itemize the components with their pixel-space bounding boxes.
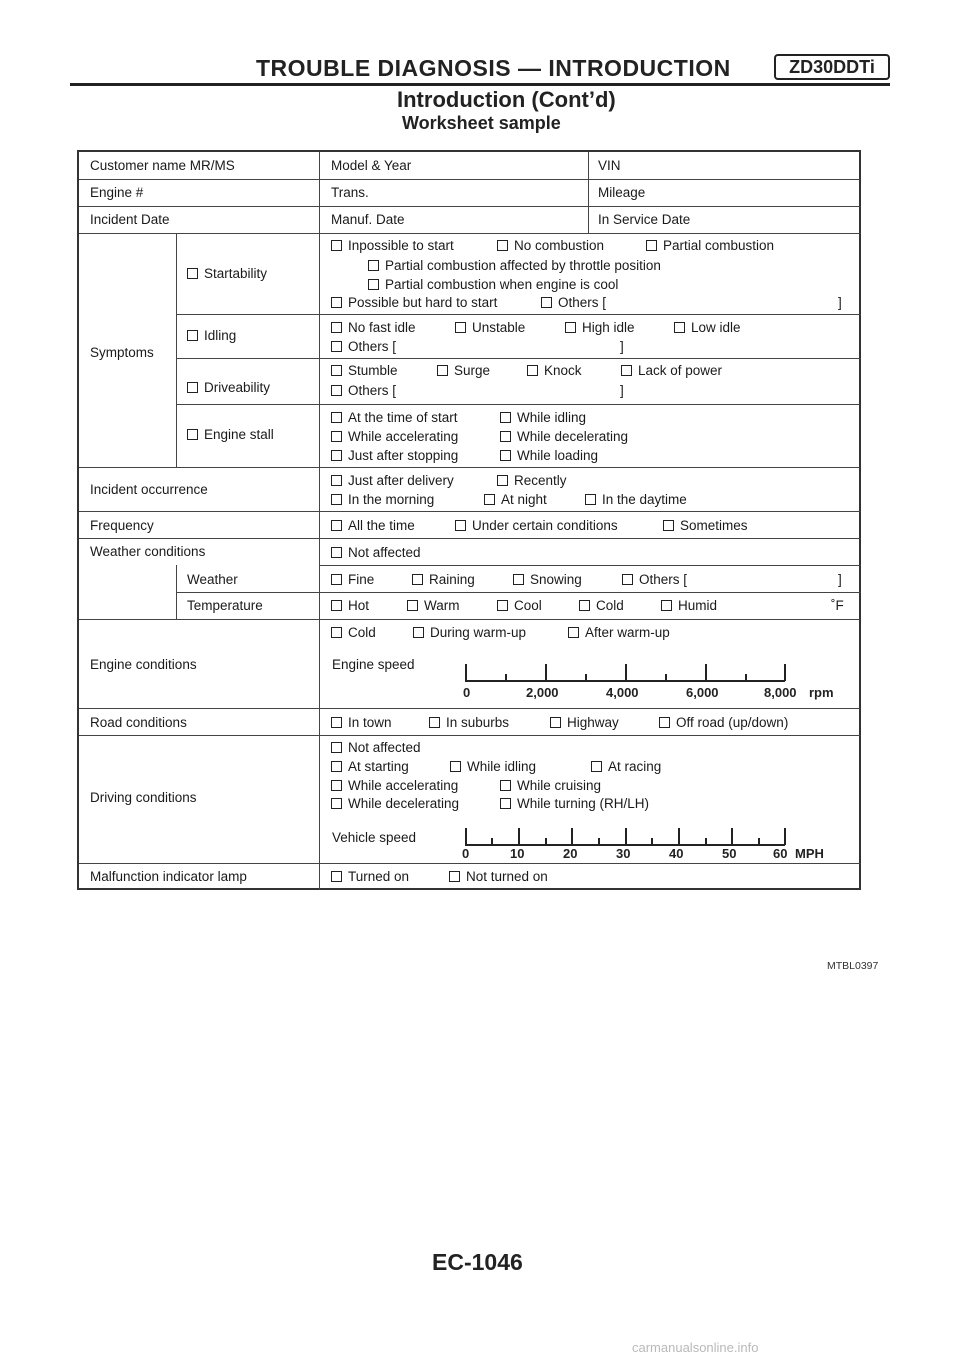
checkbox[interactable] xyxy=(331,322,342,333)
row-divider xyxy=(79,511,861,512)
checkbox[interactable] xyxy=(331,365,342,376)
row-divider xyxy=(79,233,861,234)
row-divider xyxy=(176,404,861,405)
scale-tick-minor xyxy=(598,838,600,845)
engine-conditions-label: Engine conditions xyxy=(90,657,197,672)
checkbox[interactable] xyxy=(368,279,379,290)
checkbox[interactable] xyxy=(497,475,508,486)
mph-label-10: 10 xyxy=(510,846,525,861)
row-divider xyxy=(176,592,861,593)
checkbox[interactable] xyxy=(187,268,198,279)
checkbox[interactable] xyxy=(368,260,379,271)
checkbox[interactable] xyxy=(455,322,466,333)
engine-stall-option[interactable]: Engine stall xyxy=(187,427,274,443)
weather-label: Weather xyxy=(187,572,238,587)
lack-of-power-option[interactable]: Lack of power xyxy=(621,363,722,379)
partial-combustion-option[interactable]: Partial combustion xyxy=(646,238,774,254)
stumble-option[interactable]: Stumble xyxy=(331,363,398,379)
stall-while-idling-option[interactable]: While idling xyxy=(500,410,586,426)
certain-conditions-option[interactable]: Under certain conditions xyxy=(455,518,618,534)
rpm-label-2000: 2,000 xyxy=(526,685,559,700)
snowing-option[interactable]: Snowing xyxy=(513,572,582,588)
impossible-start-option[interactable]: Inpossible to start xyxy=(331,238,454,254)
scale-tick-minor xyxy=(491,838,493,845)
driveability-option[interactable]: Driveability xyxy=(187,380,270,396)
checkbox[interactable] xyxy=(331,475,342,486)
checkbox[interactable] xyxy=(187,429,198,440)
mph-label-30: 30 xyxy=(616,846,631,861)
checkbox[interactable] xyxy=(187,382,198,393)
hot-option[interactable]: Hot xyxy=(331,598,369,614)
mph-label-0: 0 xyxy=(462,846,470,861)
scale-tick-major xyxy=(518,828,520,845)
startability-others-option[interactable]: Others [ xyxy=(541,295,606,311)
bracket-close: ] xyxy=(838,572,842,587)
mileage-label: Mileage xyxy=(598,185,646,200)
scale-tick-minor xyxy=(651,838,653,845)
bracket-close: ] xyxy=(620,383,624,398)
rpm-label-6000: 6,000 xyxy=(686,685,719,700)
fahrenheit-unit: ˚F xyxy=(831,598,844,613)
col-divider xyxy=(176,565,177,619)
checkbox[interactable] xyxy=(500,412,511,423)
row-divider xyxy=(79,538,861,539)
engine-cold-option[interactable]: Cold xyxy=(331,625,376,641)
hard-to-start-option[interactable]: Possible but hard to start xyxy=(331,295,497,311)
trans-label: Trans. xyxy=(331,185,369,200)
no-fast-idle-option[interactable]: No fast idle xyxy=(331,320,416,336)
symptoms-label: Symptoms xyxy=(90,345,154,360)
driveability-others-option[interactable]: Others [ xyxy=(331,383,396,399)
scale-tick-minor xyxy=(705,838,707,845)
low-idle-option[interactable]: Low idle xyxy=(674,320,741,336)
checkbox[interactable] xyxy=(622,574,633,585)
humid-option[interactable]: Humid xyxy=(661,598,717,614)
daytime-option[interactable]: In the daytime xyxy=(585,492,687,508)
checkbox[interactable] xyxy=(663,520,674,531)
bracket-close: ] xyxy=(838,295,842,310)
checkbox[interactable] xyxy=(331,780,342,791)
stall-while-accelerating-option[interactable]: While accelerating xyxy=(331,429,458,445)
all-the-time-option[interactable]: All the time xyxy=(331,518,415,534)
checkbox[interactable] xyxy=(455,520,466,531)
checkbox[interactable] xyxy=(661,600,672,611)
row-divider xyxy=(79,735,861,736)
scale-tick-minor xyxy=(745,674,747,681)
engine-number-label: Engine # xyxy=(90,185,144,200)
in-suburbs-option[interactable]: In suburbs xyxy=(429,715,509,731)
checkbox[interactable] xyxy=(331,341,342,352)
checkbox[interactable] xyxy=(331,761,342,772)
morning-option[interactable]: In the morning xyxy=(331,492,434,508)
stall-while-decelerating-option[interactable]: While decelerating xyxy=(500,429,628,445)
checkbox[interactable] xyxy=(331,385,342,396)
worksheet-title: Worksheet sample xyxy=(402,113,561,133)
driving-while-accelerating-option[interactable]: While accelerating xyxy=(331,778,458,794)
night-option[interactable]: At night xyxy=(484,492,547,508)
incident-date-label: Incident Date xyxy=(90,212,170,227)
scale-tick-major xyxy=(678,828,680,845)
col-divider xyxy=(319,233,320,890)
header-rule xyxy=(70,83,890,86)
scale-tick-minor xyxy=(758,838,760,845)
off-road-option[interactable]: Off road (up/down) xyxy=(659,715,788,731)
worksheet-table xyxy=(77,150,861,890)
checkbox[interactable] xyxy=(484,494,495,505)
scale-tick-minor xyxy=(585,674,587,681)
checkbox[interactable] xyxy=(500,450,511,461)
high-idle-option[interactable]: High idle xyxy=(565,320,635,336)
checkbox[interactable] xyxy=(331,627,342,638)
row-divider xyxy=(176,358,861,359)
checkbox[interactable] xyxy=(550,717,561,728)
while-cruising-option[interactable]: While cruising xyxy=(500,778,601,794)
scale-tick-major xyxy=(784,828,786,845)
rpm-label-0: 0 xyxy=(463,685,471,700)
checkbox[interactable] xyxy=(331,520,342,531)
checkbox[interactable] xyxy=(412,574,423,585)
checkbox[interactable] xyxy=(331,412,342,423)
cold-option[interactable]: Cold xyxy=(579,598,624,614)
mil-turned-on-option[interactable]: Turned on xyxy=(331,869,409,885)
checkbox[interactable] xyxy=(659,717,670,728)
checkbox[interactable] xyxy=(331,494,342,505)
surge-option[interactable]: Surge xyxy=(437,363,490,379)
checkbox[interactable] xyxy=(331,431,342,442)
vin-label: VIN xyxy=(598,158,621,173)
checkbox[interactable] xyxy=(331,574,342,585)
checkbox[interactable] xyxy=(331,240,342,251)
checkbox[interactable] xyxy=(331,871,342,882)
col-divider xyxy=(319,152,320,233)
row-divider xyxy=(176,314,861,315)
checkbox[interactable] xyxy=(579,600,590,611)
cool-option[interactable]: Cool xyxy=(497,598,542,614)
in-town-option[interactable]: In town xyxy=(331,715,392,731)
fine-option[interactable]: Fine xyxy=(331,572,374,588)
page-number: EC-1046 xyxy=(432,1249,523,1275)
watermark: carmanualsonline.info xyxy=(632,1340,759,1355)
recently-option[interactable]: Recently xyxy=(497,473,567,489)
sometimes-option[interactable]: Sometimes xyxy=(663,518,748,534)
idling-option[interactable]: Idling xyxy=(187,328,236,344)
checkbox[interactable] xyxy=(331,798,342,809)
col-divider xyxy=(176,233,177,467)
header-title: TROUBLE DIAGNOSIS — INTRODUCTION xyxy=(256,55,731,81)
checkbox[interactable] xyxy=(429,717,440,728)
customer-name-label: Customer name MR/MS xyxy=(90,158,235,173)
scale-tick-major xyxy=(784,664,786,681)
road-conditions-label: Road conditions xyxy=(90,715,187,730)
incident-occurrence-label: Incident occurrence xyxy=(90,482,208,497)
mph-label-20: 20 xyxy=(563,846,578,861)
checkbox[interactable] xyxy=(331,717,342,728)
checkbox[interactable] xyxy=(331,600,342,611)
unstable-option[interactable]: Unstable xyxy=(455,320,525,336)
in-service-date-label: In Service Date xyxy=(598,212,691,227)
mph-unit: MPH xyxy=(795,846,824,861)
row-divider xyxy=(79,179,861,180)
rpm-label-8000: 8,000 xyxy=(764,685,797,700)
checkbox[interactable] xyxy=(527,365,538,376)
checkbox[interactable] xyxy=(437,365,448,376)
highway-option[interactable]: Highway xyxy=(550,715,619,731)
engine-speed-label: Engine speed xyxy=(332,657,415,672)
scale-tick-major xyxy=(625,664,627,681)
during-warmup-option[interactable]: During warm-up xyxy=(413,625,526,641)
checkbox[interactable] xyxy=(407,600,418,611)
frequency-label: Frequency xyxy=(90,518,154,533)
at-racing-option[interactable]: At racing xyxy=(591,759,661,775)
weather-others-option[interactable]: Others [ xyxy=(622,572,687,588)
weather-conditions-label: Weather conditions xyxy=(90,544,206,559)
startability-option[interactable]: Startability xyxy=(187,266,267,282)
mil-not-turned-on-option[interactable]: Not turned on xyxy=(449,869,548,885)
rpm-unit: rpm xyxy=(809,685,834,700)
checkbox[interactable] xyxy=(541,297,552,308)
header-subtitle: Introduction (Cont’d) xyxy=(397,87,616,112)
checkbox[interactable] xyxy=(591,761,602,772)
weather-not-affected-option[interactable]: Not affected xyxy=(331,545,421,561)
after-stopping-option[interactable]: Just after stopping xyxy=(331,448,458,464)
scale-tick-major xyxy=(465,664,467,681)
temperature-label: Temperature xyxy=(187,598,263,613)
mph-label-60: 60 xyxy=(773,846,788,861)
scale-tick-major xyxy=(705,664,707,681)
rpm-label-4000: 4,000 xyxy=(606,685,639,700)
row-divider xyxy=(79,206,861,207)
while-turning-option[interactable]: While turning (RH/LH) xyxy=(500,796,649,812)
while-loading-option[interactable]: While loading xyxy=(500,448,598,464)
driving-while-decelerating-option[interactable]: While decelerating xyxy=(331,796,459,812)
checkbox[interactable] xyxy=(646,240,657,251)
driving-while-idling-option[interactable]: While idling xyxy=(450,759,536,775)
manuf-date-label: Manuf. Date xyxy=(331,212,405,227)
scale-tick-major xyxy=(465,828,467,845)
warm-option[interactable]: Warm xyxy=(407,598,460,614)
mph-label-50: 50 xyxy=(722,846,737,861)
checkbox[interactable] xyxy=(449,871,460,882)
row-divider xyxy=(79,619,861,620)
row-divider xyxy=(79,863,861,864)
checkbox[interactable] xyxy=(500,798,511,809)
driving-conditions-label: Driving conditions xyxy=(90,790,197,805)
mph-label-40: 40 xyxy=(669,846,684,861)
scale-tick-major xyxy=(545,664,547,681)
scale-tick-major xyxy=(625,828,627,845)
checkbox[interactable] xyxy=(621,365,632,376)
at-starting-option[interactable]: At starting xyxy=(331,759,409,775)
raining-option[interactable]: Raining xyxy=(412,572,475,588)
checkbox[interactable] xyxy=(500,780,511,791)
scale-tick-minor xyxy=(545,838,547,845)
col-divider xyxy=(588,152,589,233)
at-start-option[interactable]: At the time of start xyxy=(331,410,458,426)
checkbox[interactable] xyxy=(331,297,342,308)
mil-label: Malfunction indicator lamp xyxy=(90,869,247,884)
no-combustion-option[interactable]: No combustion xyxy=(497,238,604,254)
vehicle-speed-label: Vehicle speed xyxy=(332,830,417,845)
checkbox[interactable] xyxy=(331,547,342,558)
row-divider xyxy=(79,467,861,468)
scale-tick-minor xyxy=(665,674,667,681)
checkbox[interactable] xyxy=(497,600,508,611)
driving-not-affected-option[interactable]: Not affected xyxy=(331,740,421,756)
bracket-close: ] xyxy=(620,339,624,354)
idling-others-option[interactable]: Others [ xyxy=(331,339,396,355)
checkbox[interactable] xyxy=(568,627,579,638)
scale-tick-minor xyxy=(505,674,507,681)
row-divider xyxy=(79,708,861,709)
row-divider xyxy=(319,565,861,566)
engine-code-badge: ZD30DDTi xyxy=(774,54,890,80)
checkbox[interactable] xyxy=(585,494,596,505)
model-year-label: Model & Year xyxy=(331,158,412,173)
checkbox[interactable] xyxy=(450,761,461,772)
after-warmup-option[interactable]: After warm-up xyxy=(568,625,670,641)
checkbox[interactable] xyxy=(413,627,424,638)
checkbox[interactable] xyxy=(497,240,508,251)
scale-tick-major xyxy=(571,828,573,845)
checkbox[interactable] xyxy=(331,742,342,753)
partial-cool-option[interactable]: Partial combustion when engine is cool xyxy=(368,277,618,293)
checkbox[interactable] xyxy=(674,322,685,333)
scale-tick-major xyxy=(731,828,733,845)
checkbox[interactable] xyxy=(565,322,576,333)
checkbox[interactable] xyxy=(513,574,524,585)
after-delivery-option[interactable]: Just after delivery xyxy=(331,473,454,489)
partial-throttle-option[interactable]: Partial combustion affected by throttle position xyxy=(368,258,661,274)
figure-code: MTBL0397 xyxy=(827,960,879,972)
checkbox[interactable] xyxy=(331,450,342,461)
knock-option[interactable]: Knock xyxy=(527,363,582,379)
checkbox[interactable] xyxy=(500,431,511,442)
checkbox[interactable] xyxy=(187,330,198,341)
